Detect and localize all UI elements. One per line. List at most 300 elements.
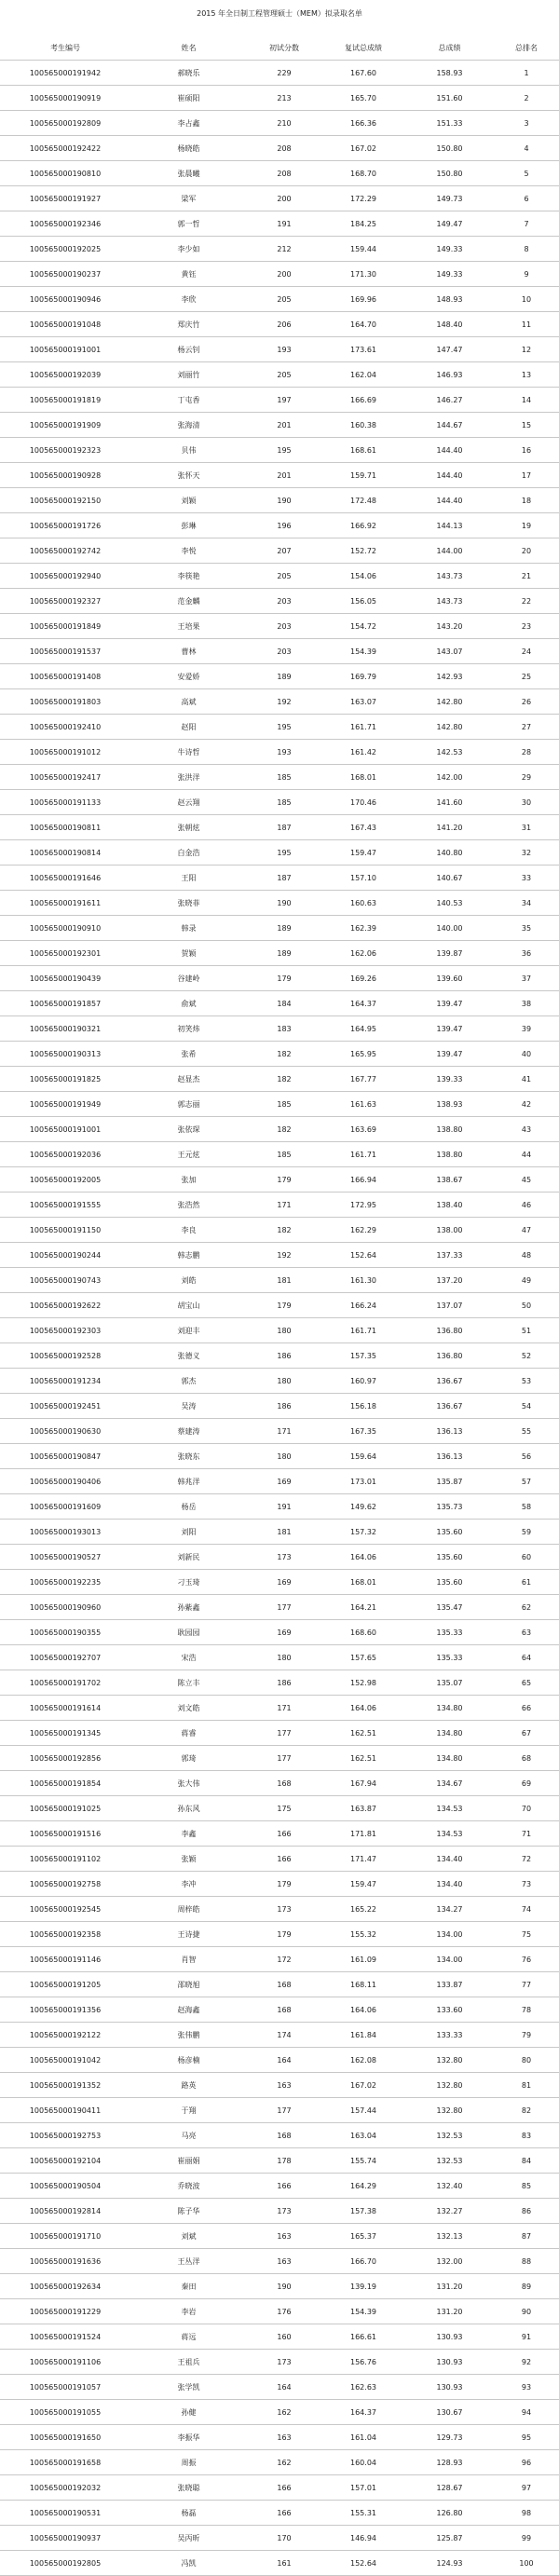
cell-retest-score: 165.37 bbox=[321, 2224, 405, 2249]
cell-candidate-id: 100565000192528 bbox=[0, 1343, 130, 1369]
cell-name: 杨岳 bbox=[130, 1494, 247, 1520]
cell-total-score: 140.53 bbox=[405, 891, 494, 916]
cell-candidate-id: 100565000191048 bbox=[0, 312, 130, 337]
table-row bbox=[0, 1243, 559, 1268]
cell-total-rank: 92 bbox=[494, 2350, 559, 2375]
cell-total-score: 149.47 bbox=[405, 211, 494, 237]
table-row bbox=[0, 488, 559, 513]
cell-total-score: 134.00 bbox=[405, 1922, 494, 1947]
cell-initial-score: 171 bbox=[247, 1696, 321, 1721]
cell-name: 刘阳 bbox=[130, 1520, 247, 1545]
cell-total-rank: 34 bbox=[494, 891, 559, 916]
cell-total-rank: 59 bbox=[494, 1520, 559, 1545]
cell-initial-score: 186 bbox=[247, 1343, 321, 1369]
cell-total-score: 143.73 bbox=[405, 564, 494, 589]
table-row bbox=[0, 840, 559, 865]
cell-candidate-id: 100565000192410 bbox=[0, 715, 130, 740]
table-row bbox=[0, 1595, 559, 1620]
cell-total-score: 148.93 bbox=[405, 287, 494, 312]
cell-retest-score: 173.01 bbox=[321, 1469, 405, 1494]
cell-candidate-id: 100565000191102 bbox=[0, 1847, 130, 1872]
cell-name: 张晓东 bbox=[130, 1444, 247, 1469]
cell-retest-score: 157.01 bbox=[321, 2475, 405, 2501]
cell-total-score: 146.27 bbox=[405, 388, 494, 413]
cell-initial-score: 173 bbox=[247, 2199, 321, 2224]
cell-total-score: 143.73 bbox=[405, 589, 494, 614]
cell-name: 吴丙昕 bbox=[130, 2526, 247, 2551]
cell-total-rank: 9 bbox=[494, 262, 559, 287]
cell-total-score: 133.60 bbox=[405, 1997, 494, 2023]
cell-name: 李振华 bbox=[130, 2425, 247, 2450]
table-row bbox=[0, 136, 559, 161]
cell-candidate-id: 100565000191012 bbox=[0, 740, 130, 765]
cell-name: 杨磊 bbox=[130, 2501, 247, 2526]
header-retest-score: 复试总成绩 bbox=[321, 35, 405, 61]
cell-initial-score: 193 bbox=[247, 740, 321, 765]
table-row bbox=[0, 2551, 559, 2576]
cell-name: 杨云钊 bbox=[130, 337, 247, 362]
cell-total-score: 140.67 bbox=[405, 865, 494, 891]
cell-candidate-id: 100565000192545 bbox=[0, 1897, 130, 1922]
cell-total-rank: 99 bbox=[494, 2526, 559, 2551]
cell-total-rank: 17 bbox=[494, 463, 559, 488]
cell-total-score: 134.53 bbox=[405, 1796, 494, 1821]
cell-initial-score: 164 bbox=[247, 2048, 321, 2073]
table-row bbox=[0, 312, 559, 337]
cell-total-score: 134.53 bbox=[405, 1821, 494, 1847]
cell-candidate-id: 100565000191205 bbox=[0, 1972, 130, 1997]
cell-candidate-id: 100565000190810 bbox=[0, 161, 130, 186]
cell-initial-score: 169 bbox=[247, 1469, 321, 1494]
cell-total-rank: 68 bbox=[494, 1746, 559, 1771]
table-row bbox=[0, 388, 559, 413]
cell-retest-score: 160.63 bbox=[321, 891, 405, 916]
cell-candidate-id: 100565000192856 bbox=[0, 1746, 130, 1771]
cell-initial-score: 186 bbox=[247, 1670, 321, 1696]
cell-candidate-id: 100565000190244 bbox=[0, 1243, 130, 1268]
cell-name: 蒋睿 bbox=[130, 1721, 247, 1746]
cell-total-score: 138.80 bbox=[405, 1142, 494, 1167]
cell-retest-score: 155.74 bbox=[321, 2148, 405, 2174]
cell-retest-score: 157.35 bbox=[321, 1343, 405, 1369]
cell-candidate-id: 100565000191057 bbox=[0, 2375, 130, 2400]
table-row bbox=[0, 287, 559, 312]
cell-total-score: 132.53 bbox=[405, 2148, 494, 2174]
cell-initial-score: 175 bbox=[247, 1796, 321, 1821]
cell-initial-score: 185 bbox=[247, 765, 321, 790]
cell-initial-score: 168 bbox=[247, 1972, 321, 1997]
table-row bbox=[0, 1570, 559, 1595]
cell-candidate-id: 100565000191646 bbox=[0, 865, 130, 891]
cell-name: 李少如 bbox=[130, 237, 247, 262]
cell-total-score: 140.80 bbox=[405, 840, 494, 865]
cell-initial-score: 203 bbox=[247, 614, 321, 639]
table-row bbox=[0, 2174, 559, 2199]
cell-initial-score: 166 bbox=[247, 2501, 321, 2526]
cell-name: 刘文皓 bbox=[130, 1696, 247, 1721]
cell-total-rank: 81 bbox=[494, 2073, 559, 2098]
cell-candidate-id: 100565000190847 bbox=[0, 1444, 130, 1469]
cell-retest-score: 164.06 bbox=[321, 1696, 405, 1721]
table-row bbox=[0, 111, 559, 136]
cell-candidate-id: 100565000191555 bbox=[0, 1193, 130, 1218]
table-row bbox=[0, 237, 559, 262]
table-row bbox=[0, 211, 559, 237]
cell-name: 张希 bbox=[130, 1042, 247, 1067]
cell-total-score: 132.27 bbox=[405, 2199, 494, 2224]
table-row bbox=[0, 1545, 559, 1570]
cell-name: 郭一哲 bbox=[130, 211, 247, 237]
table-row bbox=[0, 1067, 559, 1092]
cell-initial-score: 182 bbox=[247, 1067, 321, 1092]
table-row bbox=[0, 262, 559, 287]
cell-candidate-id: 100565000190814 bbox=[0, 840, 130, 865]
cell-initial-score: 170 bbox=[247, 2526, 321, 2551]
table-row bbox=[0, 1167, 559, 1193]
cell-candidate-id: 100565000192122 bbox=[0, 2023, 130, 2048]
cell-initial-score: 179 bbox=[247, 1293, 321, 1318]
cell-total-rank: 90 bbox=[494, 2299, 559, 2324]
cell-total-rank: 73 bbox=[494, 1872, 559, 1897]
cell-total-rank: 60 bbox=[494, 1545, 559, 1570]
cell-retest-score: 152.72 bbox=[321, 538, 405, 564]
cell-total-rank: 7 bbox=[494, 211, 559, 237]
cell-total-score: 158.93 bbox=[405, 61, 494, 86]
cell-total-rank: 65 bbox=[494, 1670, 559, 1696]
cell-initial-score: 192 bbox=[247, 1243, 321, 1268]
cell-candidate-id: 100565000190527 bbox=[0, 1545, 130, 1570]
cell-name: 曹林 bbox=[130, 639, 247, 664]
cell-retest-score: 164.95 bbox=[321, 1016, 405, 1042]
cell-candidate-id: 100565000190928 bbox=[0, 463, 130, 488]
table-row bbox=[0, 2501, 559, 2526]
cell-candidate-id: 100565000190313 bbox=[0, 1042, 130, 1067]
cell-initial-score: 190 bbox=[247, 891, 321, 916]
cell-candidate-id: 100565000192634 bbox=[0, 2274, 130, 2299]
cell-retest-score: 173.61 bbox=[321, 337, 405, 362]
table-row bbox=[0, 916, 559, 941]
cell-total-score: 135.73 bbox=[405, 1494, 494, 1520]
cell-name: 韩录 bbox=[130, 916, 247, 941]
cell-retest-score: 166.70 bbox=[321, 2249, 405, 2274]
cell-total-rank: 2 bbox=[494, 86, 559, 111]
table-row bbox=[0, 765, 559, 790]
cell-total-score: 134.40 bbox=[405, 1847, 494, 1872]
cell-retest-score: 157.38 bbox=[321, 2199, 405, 2224]
cell-candidate-id: 100565000190919 bbox=[0, 86, 130, 111]
cell-name: 孙紫鑫 bbox=[130, 1595, 247, 1620]
cell-initial-score: 180 bbox=[247, 1369, 321, 1394]
table-row bbox=[0, 991, 559, 1016]
cell-retest-score: 156.18 bbox=[321, 1394, 405, 1419]
table-row bbox=[0, 2073, 559, 2098]
cell-total-rank: 48 bbox=[494, 1243, 559, 1268]
cell-initial-score: 201 bbox=[247, 413, 321, 438]
cell-candidate-id: 100565000191150 bbox=[0, 1218, 130, 1243]
cell-retest-score: 156.05 bbox=[321, 589, 405, 614]
cell-initial-score: 189 bbox=[247, 664, 321, 689]
cell-total-rank: 14 bbox=[494, 388, 559, 413]
cell-total-rank: 58 bbox=[494, 1494, 559, 1520]
cell-total-score: 137.20 bbox=[405, 1268, 494, 1293]
cell-total-score: 142.53 bbox=[405, 740, 494, 765]
cell-total-rank: 35 bbox=[494, 916, 559, 941]
cell-total-score: 144.40 bbox=[405, 463, 494, 488]
cell-initial-score: 212 bbox=[247, 237, 321, 262]
table-row bbox=[0, 1268, 559, 1293]
cell-retest-score: 167.35 bbox=[321, 1419, 405, 1444]
cell-candidate-id: 100565000190504 bbox=[0, 2174, 130, 2199]
cell-name: 高斌 bbox=[130, 689, 247, 715]
cell-total-rank: 84 bbox=[494, 2148, 559, 2174]
cell-name: 王元炫 bbox=[130, 1142, 247, 1167]
cell-name: 陈子华 bbox=[130, 2199, 247, 2224]
cell-initial-score: 180 bbox=[247, 1318, 321, 1343]
cell-name: 秦田 bbox=[130, 2274, 247, 2299]
cell-retest-score: 170.46 bbox=[321, 790, 405, 815]
cell-total-rank: 52 bbox=[494, 1343, 559, 1369]
cell-name: 刘皓 bbox=[130, 1268, 247, 1293]
cell-candidate-id: 100565000190411 bbox=[0, 2098, 130, 2123]
cell-retest-score: 152.64 bbox=[321, 1243, 405, 1268]
cell-total-rank: 79 bbox=[494, 2023, 559, 2048]
cell-candidate-id: 100565000191825 bbox=[0, 1067, 130, 1092]
cell-initial-score: 163 bbox=[247, 2425, 321, 2450]
cell-total-rank: 39 bbox=[494, 1016, 559, 1042]
cell-retest-score: 157.44 bbox=[321, 2098, 405, 2123]
cell-retest-score: 166.92 bbox=[321, 513, 405, 538]
cell-total-rank: 29 bbox=[494, 765, 559, 790]
cell-candidate-id: 100565000191025 bbox=[0, 1796, 130, 1821]
cell-total-score: 130.67 bbox=[405, 2400, 494, 2425]
cell-initial-score: 177 bbox=[247, 2098, 321, 2123]
cell-candidate-id: 100565000191001 bbox=[0, 1117, 130, 1142]
table-row bbox=[0, 689, 559, 715]
cell-total-rank: 95 bbox=[494, 2425, 559, 2450]
cell-total-score: 134.80 bbox=[405, 1721, 494, 1746]
cell-retest-score: 169.26 bbox=[321, 966, 405, 991]
cell-name: 张洪洋 bbox=[130, 765, 247, 790]
cell-total-score: 146.93 bbox=[405, 362, 494, 388]
cell-total-rank: 36 bbox=[494, 941, 559, 966]
cell-total-score: 125.87 bbox=[405, 2526, 494, 2551]
cell-total-rank: 55 bbox=[494, 1419, 559, 1444]
cell-initial-score: 179 bbox=[247, 1922, 321, 1947]
header-name: 姓名 bbox=[130, 35, 247, 61]
cell-candidate-id: 100565000191516 bbox=[0, 1821, 130, 1847]
table-row bbox=[0, 1042, 559, 1067]
cell-name: 韩志鹏 bbox=[130, 1243, 247, 1268]
cell-candidate-id: 100565000191001 bbox=[0, 337, 130, 362]
cell-initial-score: 190 bbox=[247, 488, 321, 513]
cell-total-score: 134.80 bbox=[405, 1746, 494, 1771]
cell-candidate-id: 100565000191106 bbox=[0, 2350, 130, 2375]
cell-total-rank: 8 bbox=[494, 237, 559, 262]
cell-initial-score: 195 bbox=[247, 840, 321, 865]
cell-total-rank: 74 bbox=[494, 1897, 559, 1922]
cell-total-rank: 11 bbox=[494, 312, 559, 337]
cell-total-rank: 64 bbox=[494, 1645, 559, 1670]
cell-total-rank: 49 bbox=[494, 1268, 559, 1293]
cell-candidate-id: 100565000192358 bbox=[0, 1922, 130, 1947]
table-row bbox=[0, 362, 559, 388]
cell-total-score: 135.60 bbox=[405, 1545, 494, 1570]
cell-name: 安爱娇 bbox=[130, 664, 247, 689]
table-row bbox=[0, 589, 559, 614]
cell-retest-score: 154.39 bbox=[321, 2299, 405, 2324]
table-row bbox=[0, 2450, 559, 2475]
cell-initial-score: 189 bbox=[247, 916, 321, 941]
cell-candidate-id: 100565000192814 bbox=[0, 2199, 130, 2224]
cell-initial-score: 197 bbox=[247, 388, 321, 413]
table-row bbox=[0, 2350, 559, 2375]
cell-candidate-id: 100565000192327 bbox=[0, 589, 130, 614]
cell-name: 张大伟 bbox=[130, 1771, 247, 1796]
cell-total-score: 140.00 bbox=[405, 916, 494, 941]
cell-candidate-id: 100565000191854 bbox=[0, 1771, 130, 1796]
cell-initial-score: 186 bbox=[247, 1394, 321, 1419]
cell-retest-score: 163.04 bbox=[321, 2123, 405, 2148]
table-row bbox=[0, 639, 559, 664]
cell-name: 张颖 bbox=[130, 1847, 247, 1872]
cell-total-score: 144.13 bbox=[405, 513, 494, 538]
cell-initial-score: 180 bbox=[247, 1645, 321, 1670]
cell-candidate-id: 100565000192417 bbox=[0, 765, 130, 790]
cell-total-rank: 85 bbox=[494, 2174, 559, 2199]
cell-candidate-id: 100565000192036 bbox=[0, 1142, 130, 1167]
cell-total-rank: 38 bbox=[494, 991, 559, 1016]
cell-retest-score: 161.42 bbox=[321, 740, 405, 765]
cell-initial-score: 173 bbox=[247, 1897, 321, 1922]
table-row bbox=[0, 966, 559, 991]
cell-candidate-id: 100565000191042 bbox=[0, 2048, 130, 2073]
cell-retest-score: 166.69 bbox=[321, 388, 405, 413]
cell-total-rank: 61 bbox=[494, 1570, 559, 1595]
cell-total-rank: 37 bbox=[494, 966, 559, 991]
cell-candidate-id: 100565000191726 bbox=[0, 513, 130, 538]
cell-candidate-id: 100565000190630 bbox=[0, 1419, 130, 1444]
cell-name: 杨彦楠 bbox=[130, 2048, 247, 2073]
cell-retest-score: 162.29 bbox=[321, 1218, 405, 1243]
cell-retest-score: 164.21 bbox=[321, 1595, 405, 1620]
cell-candidate-id: 100565000191229 bbox=[0, 2299, 130, 2324]
cell-candidate-id: 100565000190937 bbox=[0, 2526, 130, 2551]
cell-initial-score: 162 bbox=[247, 2450, 321, 2475]
cell-name: 蔡建涛 bbox=[130, 1419, 247, 1444]
cell-total-score: 137.33 bbox=[405, 1243, 494, 1268]
cell-total-rank: 94 bbox=[494, 2400, 559, 2425]
cell-retest-score: 171.30 bbox=[321, 262, 405, 287]
cell-total-rank: 23 bbox=[494, 614, 559, 639]
cell-retest-score: 164.29 bbox=[321, 2174, 405, 2199]
cell-retest-score: 156.76 bbox=[321, 2350, 405, 2375]
cell-name: 陈立丰 bbox=[130, 1670, 247, 1696]
cell-name: 张怀天 bbox=[130, 463, 247, 488]
cell-candidate-id: 100565000190960 bbox=[0, 1595, 130, 1620]
cell-candidate-id: 100565000191146 bbox=[0, 1947, 130, 1972]
cell-total-rank: 42 bbox=[494, 1092, 559, 1117]
cell-initial-score: 177 bbox=[247, 1746, 321, 1771]
cell-retest-score: 157.32 bbox=[321, 1520, 405, 1545]
cell-total-rank: 27 bbox=[494, 715, 559, 740]
cell-name: 胡宝山 bbox=[130, 1293, 247, 1318]
cell-retest-score: 167.60 bbox=[321, 61, 405, 86]
cell-name: 丁屯香 bbox=[130, 388, 247, 413]
cell-initial-score: 185 bbox=[247, 1092, 321, 1117]
cell-name: 张海清 bbox=[130, 413, 247, 438]
cell-name: 张晓聪 bbox=[130, 2475, 247, 2501]
cell-name: 张德义 bbox=[130, 1343, 247, 1369]
header-initial-score: 初试分数 bbox=[247, 35, 321, 61]
table-row bbox=[0, 1947, 559, 1972]
cell-retest-score: 167.02 bbox=[321, 136, 405, 161]
cell-total-score: 135.33 bbox=[405, 1620, 494, 1645]
cell-candidate-id: 100565000192805 bbox=[0, 2551, 130, 2576]
cell-candidate-id: 100565000191927 bbox=[0, 186, 130, 211]
cell-total-rank: 93 bbox=[494, 2375, 559, 2400]
cell-total-rank: 88 bbox=[494, 2249, 559, 2274]
cell-candidate-id: 100565000191909 bbox=[0, 413, 130, 438]
cell-name: 王祖兵 bbox=[130, 2350, 247, 2375]
cell-total-rank: 53 bbox=[494, 1369, 559, 1394]
table-row bbox=[0, 715, 559, 740]
table-row bbox=[0, 891, 559, 916]
cell-name: 冯凯 bbox=[130, 2551, 247, 2576]
cell-name: 张朝炫 bbox=[130, 815, 247, 840]
cell-initial-score: 169 bbox=[247, 1620, 321, 1645]
cell-candidate-id: 100565000190237 bbox=[0, 262, 130, 287]
cell-name: 孙东风 bbox=[130, 1796, 247, 1821]
cell-initial-score: 168 bbox=[247, 1771, 321, 1796]
cell-retest-score: 154.72 bbox=[321, 614, 405, 639]
cell-total-score: 136.67 bbox=[405, 1369, 494, 1394]
cell-name: 李良 bbox=[130, 1218, 247, 1243]
cell-retest-score: 168.70 bbox=[321, 161, 405, 186]
cell-retest-score: 163.07 bbox=[321, 689, 405, 715]
cell-candidate-id: 100565000191857 bbox=[0, 991, 130, 1016]
cell-candidate-id: 100565000192005 bbox=[0, 1167, 130, 1193]
cell-name: 马亮 bbox=[130, 2123, 247, 2148]
cell-retest-score: 162.06 bbox=[321, 941, 405, 966]
page-title: 2015 年全日制工程管理硕士（MEM）拟录取名单 bbox=[197, 9, 362, 18]
cell-initial-score: 166 bbox=[247, 2475, 321, 2501]
cell-name: 刘新民 bbox=[130, 1545, 247, 1570]
cell-candidate-id: 100565000192707 bbox=[0, 1645, 130, 1670]
table-row bbox=[0, 1696, 559, 1721]
table-row bbox=[0, 1016, 559, 1042]
cell-retest-score: 167.94 bbox=[321, 1771, 405, 1796]
cell-name: 刁玉琦 bbox=[130, 1570, 247, 1595]
cell-total-score: 135.47 bbox=[405, 1595, 494, 1620]
cell-retest-score: 168.61 bbox=[321, 438, 405, 463]
cell-total-rank: 13 bbox=[494, 362, 559, 388]
cell-retest-score: 172.29 bbox=[321, 186, 405, 211]
cell-name: 杨晓皓 bbox=[130, 136, 247, 161]
table-row bbox=[0, 1645, 559, 1670]
cell-retest-score: 164.70 bbox=[321, 312, 405, 337]
cell-name: 张晓菲 bbox=[130, 891, 247, 916]
table-row bbox=[0, 1620, 559, 1645]
table-row bbox=[0, 790, 559, 815]
cell-retest-score: 167.02 bbox=[321, 2073, 405, 2098]
cell-initial-score: 181 bbox=[247, 1520, 321, 1545]
cell-initial-score: 213 bbox=[247, 86, 321, 111]
cell-candidate-id: 100565000192451 bbox=[0, 1394, 130, 1419]
cell-initial-score: 163 bbox=[247, 2073, 321, 2098]
cell-total-rank: 77 bbox=[494, 1972, 559, 1997]
table-row bbox=[0, 1494, 559, 1520]
cell-initial-score: 191 bbox=[247, 211, 321, 237]
